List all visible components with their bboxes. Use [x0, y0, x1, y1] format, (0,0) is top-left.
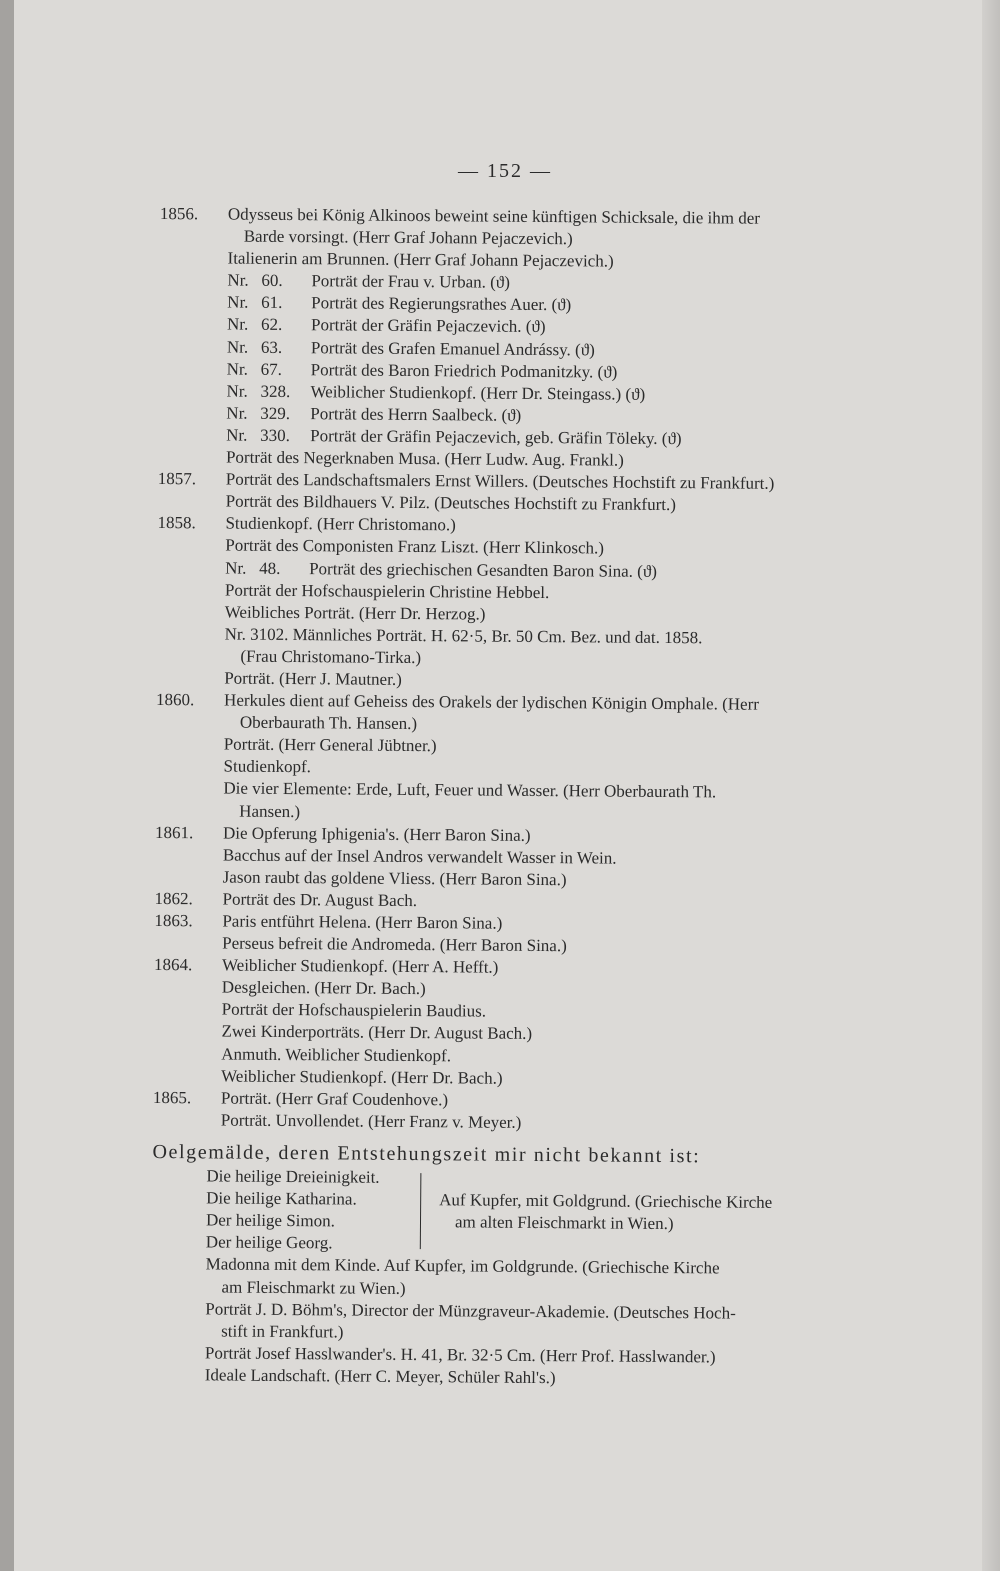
year-entry	[153, 954, 869, 1092]
year-works	[221, 955, 869, 1093]
item-text: Weiblicher Studienkopf. (Herr Dr. Steingass.) (ϑ)	[310, 381, 646, 404]
item-text: Porträt des Regierungsrathes Auer. (ϑ)	[311, 293, 572, 315]
item-number: 67.	[260, 359, 283, 379]
item-line: Studienkopf. (Herr Christomano.)	[225, 513, 456, 535]
entries-by-year	[153, 203, 875, 1137]
item-line: Nr. 3102. Männliches Porträt. H. 62·5, Br. 50 Cm. Bez. und dat. 1858.	[224, 624, 703, 648]
grouped-work-title: Die heilige Dreieinigkeit.	[206, 1166, 380, 1187]
item-line: Anmuth. Weiblicher Studienkopf.	[221, 1044, 452, 1065]
item-line: am Fleischmarkt zu Wien.)	[221, 1277, 406, 1298]
item-text: Porträt der Gräfin Pejaczevich, geb. Gräfin Töleky. (ϑ)	[310, 426, 682, 449]
item-line: Zwei Kinderporträts. (Herr Dr. August Bach.)	[221, 1021, 533, 1044]
year-entry	[155, 689, 871, 827]
item-line: Die Opferung Iphigenia's. (Herr Baron Sina.)	[222, 823, 531, 845]
item-nr-label: Nr.	[225, 558, 247, 578]
year-label: 1864.	[153, 955, 193, 975]
item-number: 61.	[261, 293, 283, 313]
item-number: 328.	[260, 381, 291, 401]
year-label: 1856.	[159, 203, 199, 224]
catalogue-item	[228, 204, 875, 253]
item-line: Porträt J. D. Böhm's, Director der Münzgraveur-Akademie. (Deutsches Hoch-	[205, 1298, 736, 1323]
grouped-work-title: Die heilige Katharina.	[206, 1188, 357, 1209]
item-line: stift in Frankfurt.)	[221, 1321, 344, 1342]
item-line: Jason raubt das goldene Vliess. (Herr Baron Sina.)	[222, 867, 567, 890]
item-line: Porträt. (Herr Graf Coudenhove.)	[220, 1088, 449, 1110]
catalogue-item	[224, 623, 871, 672]
year-entry	[153, 1087, 868, 1137]
item-line: Weiblicher Studienkopf. (Herr Dr. Bach.)	[221, 1066, 503, 1088]
item-number: 48.	[259, 558, 281, 578]
item-number: 330.	[260, 425, 291, 445]
catalogue-item	[205, 1298, 866, 1347]
catalogue-item	[224, 690, 871, 739]
year-label: 1865.	[152, 1087, 192, 1108]
item-line: Desgleichen. (Herr Dr. Bach.)	[221, 977, 426, 999]
item-nr-label: Nr.	[226, 337, 249, 357]
catalogue-item	[221, 1109, 868, 1136]
year-label: 1857.	[157, 469, 197, 489]
brace	[420, 1173, 428, 1249]
grouped-work-note: Auf Kupfer, mit Goldgrund. (Griechische Kirche	[439, 1190, 773, 1212]
item-line: Porträt. (Herr General Jübtner.)	[223, 734, 437, 756]
catalogue-item	[223, 778, 870, 827]
item-text: Porträt des Baron Friedrich Podmanitzky. (ϑ)	[310, 359, 618, 382]
item-line: Hansen.)	[239, 801, 301, 821]
item-nr-label: Nr.	[226, 381, 248, 401]
catalogue-item	[205, 1364, 866, 1391]
item-nr-label: Nr.	[227, 270, 249, 290]
item-nr-label: Nr.	[227, 292, 249, 313]
item-line: Die vier Elemente: Erde, Luft, Feuer und Wasser. (Herr Oberbaurath Th.	[223, 778, 717, 802]
item-line: Porträt des Dr. August Bach.	[222, 889, 418, 910]
year-label: 1861.	[154, 822, 194, 842]
item-nr-label: Nr.	[226, 359, 249, 379]
year-works	[221, 1087, 868, 1136]
item-line: Barde vorsingt. (Herr Graf Johann Pejaczevich.)	[243, 226, 573, 249]
year-works	[222, 911, 869, 960]
item-text: Porträt der Gräfin Pejaczevich. (ϑ)	[310, 315, 546, 337]
item-text: Porträt des Herrn Saalbeck. (ϑ)	[310, 404, 522, 425]
item-line: Porträt Josef Hasslwander's. H. 41, Br. 32·5 Cm. (Herr Prof. Hasslwander.)	[204, 1343, 716, 1367]
item-line: Odysseus bei König Alkinoos beweint seine künftigen Schicksale, die ihm der	[227, 204, 761, 228]
item-text: Porträt der Frau v. Urban. (ϑ)	[311, 271, 510, 293]
grouped-work-title: Der heilige Simon.	[205, 1210, 335, 1231]
year-entry	[156, 512, 872, 694]
grouped-works-description	[439, 1189, 867, 1237]
year-label: 1863.	[154, 910, 193, 931]
item-line: Perseus befreit die Andromeda. (Herr Baron Sina.)	[222, 933, 567, 956]
item-line: Studienkopf.	[223, 756, 312, 777]
item-line: Herkules dient auf Geheiss des Orakels der lydischen Königin Omphale. (Herr	[224, 690, 760, 714]
item-number: 63.	[260, 337, 283, 357]
catalogue-item	[205, 1254, 866, 1303]
item-line: Porträt des Landschaftsmalers Ernst Willers. (Deutsches Hochstift zu Frankfurt.)	[225, 469, 775, 493]
item-number: 62.	[260, 315, 283, 335]
year-works	[226, 204, 875, 474]
item-nr-label: Nr.	[226, 425, 248, 445]
catalogue-body	[151, 203, 875, 1392]
item-line: Oberbaurath Th. Hansen.)	[239, 712, 418, 734]
item-line: Porträt der Hofschauspielerin Baudius.	[221, 999, 487, 1021]
item-line: Porträt. Unvollendet. (Herr Franz v. Meyer.)	[220, 1110, 522, 1132]
item-line: Porträt des Negerknaben Musa. (Herr Ludw. Aug. Frankl.)	[225, 447, 624, 470]
item-line: Porträt. (Herr J. Mautner.)	[224, 668, 402, 689]
grouped-works	[206, 1165, 868, 1259]
year-works	[223, 822, 871, 893]
section-heading: Oelgemälde, deren Entstehungszeit mir nicht bekannt ist:	[152, 1140, 701, 1168]
grouped-work-note: am alten Fleischmarkt in Wien.)	[454, 1212, 674, 1234]
item-line: Ideale Landschaft. (Herr C. Meyer, Schüler Rahl's.)	[204, 1365, 556, 1388]
year-entry	[154, 910, 869, 960]
year-entry	[158, 203, 875, 474]
item-line: Porträt des Componisten Franz Liszt. (Herr Klinkosch.)	[225, 535, 605, 558]
item-number: 329.	[260, 403, 291, 423]
item-line: Porträt des Bildhauers V. Pilz. (Deutsches Hochstift zu Frankfurt.)	[225, 491, 677, 515]
grouped-works-titles	[206, 1165, 421, 1255]
item-text: Porträt des griechischen Gesandten Baron Sina. (ϑ)	[309, 558, 658, 581]
item-line: (Frau Christomano-Tirka.)	[240, 646, 422, 667]
item-line: Italienerin am Brunnen. (Herr Graf Johann Pejaczevich.)	[227, 248, 614, 271]
year-entry	[158, 468, 873, 518]
item-nr-label: Nr.	[226, 403, 248, 423]
item-nr-label: Nr.	[226, 314, 249, 335]
item-line: Madonna mit dem Kinde. Auf Kupfer, im Goldgrunde. (Griechische Kirche	[205, 1254, 720, 1278]
item-line: Bacchus auf der Insel Andros verwandelt Wasser in Wein.	[222, 845, 617, 868]
year-entry	[155, 822, 870, 894]
item-text: Porträt des Grafen Emanuel Andrássy. (ϑ)	[310, 337, 595, 359]
year-works	[226, 469, 873, 518]
item-line: Porträt der Hofschauspielerin Christine Hebbel.	[224, 580, 550, 602]
item-line: Weiblicher Studienkopf. (Herr A. Hefft.)	[221, 955, 499, 977]
year-label: 1858.	[157, 513, 196, 533]
item-line: Paris entführt Helena. (Herr Baron Sina.)	[222, 911, 503, 933]
undated-works-list	[205, 1254, 867, 1392]
year-works	[224, 513, 872, 695]
page-number: — 152 —	[458, 160, 552, 182]
year-label: 1860.	[156, 690, 195, 710]
item-number: 60.	[261, 271, 283, 291]
item-line: Weibliches Porträt. (Herr Dr. Herzog.)	[224, 602, 486, 624]
year-label: 1862.	[154, 888, 193, 909]
year-works	[223, 690, 871, 828]
grouped-work-title: Der heilige Georg.	[205, 1232, 333, 1253]
